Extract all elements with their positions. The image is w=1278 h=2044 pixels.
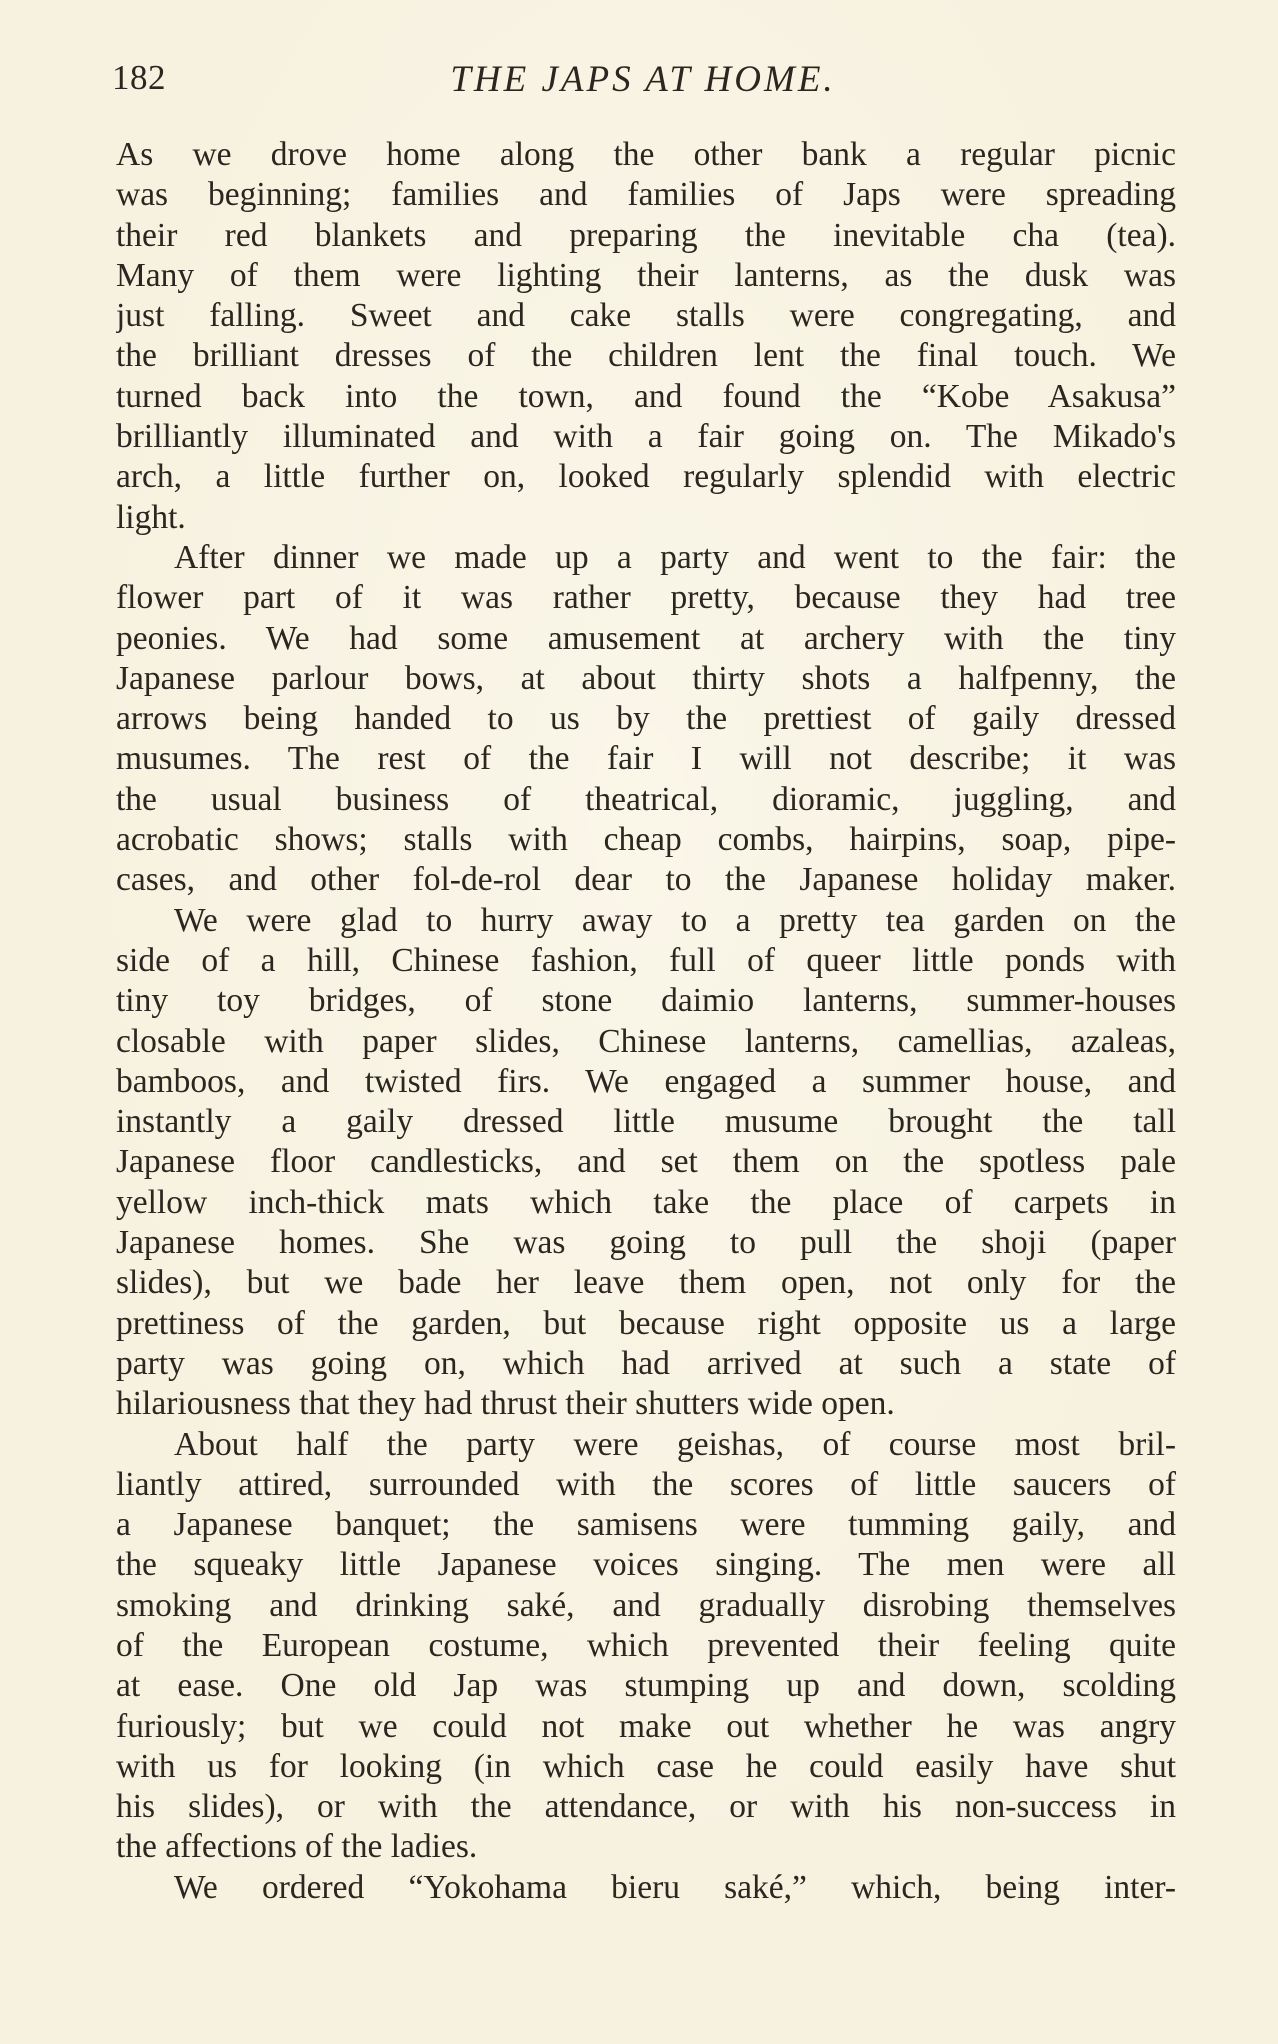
text-line: tiny toy bridges, of stone daimio lanterns, summer-houses xyxy=(116,982,1176,1020)
text-line: with us for looking (in which case he could easily have shut xyxy=(116,1747,1176,1785)
text-line: hilariousness that they had thrust their shutters wide open. xyxy=(116,1385,895,1423)
text-line: side of a hill, Chinese fashion, full of queer little ponds with xyxy=(116,941,1176,979)
text-line: their red blankets and preparing the inevitable cha (tea). xyxy=(116,216,1176,254)
text-line: musumes. The rest of the fair I will not describe; it was xyxy=(116,740,1176,778)
text-line: peonies. We had some amusement at archery with the tiny xyxy=(116,619,1176,657)
text-line: a Japanese banquet; the samisens were tumming gaily, and xyxy=(116,1506,1176,1544)
text-line: About half the party were geishas, of course most bril- xyxy=(174,1425,1176,1463)
text-line: After dinner we made up a party and went to the fair: the xyxy=(174,538,1176,576)
text-line: arch, a little further on, looked regularly splendid with electric xyxy=(116,458,1176,496)
text-line: prettiness of the garden, but because right opposite us a large xyxy=(116,1304,1176,1342)
running-head xyxy=(112,58,1174,108)
text-line: party was going on, which had arrived at such a state of xyxy=(116,1344,1176,1382)
text-line: We ordered “Yokohama bieru saké,” which, being inter- xyxy=(174,1868,1176,1906)
text-line: Many of them were lighting their lanterns, as the dusk was xyxy=(116,256,1176,294)
text-line: his slides), or with the attendance, or with his non-success in xyxy=(116,1788,1176,1826)
text-line: arrows being handed to us by the prettiest of gaily dressed xyxy=(116,700,1176,738)
text-line: furiously; but we could not make out whether he was angry xyxy=(116,1707,1176,1745)
running-title: THE JAPS AT HOME. xyxy=(450,59,836,100)
text-line: turned back into the town, and found the “Kobe Asakusa” xyxy=(116,377,1176,415)
text-line: instantly a gaily dressed little musume brought the tall xyxy=(116,1103,1176,1141)
text-line: slides), but we bade her leave them open, not only for the xyxy=(116,1264,1176,1302)
text-line: was beginning; families and families of Japs were spreading xyxy=(116,176,1176,214)
text-line: liantly attired, surrounded with the scores of little saucers of xyxy=(116,1465,1176,1503)
text-line: just falling. Sweet and cake stalls were congregating, and xyxy=(116,297,1176,335)
text-line: acrobatic shows; stalls with cheap combs, hairpins, soap, pipe- xyxy=(116,821,1176,859)
text-line: the affections of the ladies. xyxy=(116,1828,478,1866)
text-line: closable with paper slides, Chinese lanterns, camellias, azaleas, xyxy=(116,1022,1176,1060)
text-line: the brilliant dresses of the children lent the final touch. We xyxy=(116,337,1176,375)
page-number: 182 xyxy=(112,58,166,97)
text-line: smoking and drinking saké, and gradually disrobing themselves xyxy=(116,1586,1176,1624)
text-line: Japanese parlour bows, at about thirty shots a halfpenny, the xyxy=(116,659,1176,697)
text-line: light. xyxy=(116,498,186,536)
text-line: As we drove home along the other bank a regular picnic xyxy=(116,136,1176,173)
text-line: at ease. One old Jap was stumping up and down, scolding xyxy=(116,1667,1176,1705)
text-line: yellow inch-thick mats which take the place of carpets in xyxy=(116,1183,1176,1221)
text-line: bamboos, and twisted firs. We engaged a summer house, and xyxy=(116,1062,1176,1100)
text-line: flower part of it was rather pretty, because they had tree xyxy=(116,579,1176,617)
text-line: Japanese floor candlesticks, and set them on the spotless pale xyxy=(116,1143,1176,1181)
text-line: cases, and other fol-de-rol dear to the Japanese holiday maker. xyxy=(116,861,1176,899)
text-line: of the European costume, which prevented their feeling quite xyxy=(116,1626,1176,1664)
text-line: We were glad to hurry away to a pretty tea garden on the xyxy=(174,901,1176,939)
text-line: the usual business of theatrical, dioramic, juggling, and xyxy=(116,780,1176,818)
text-line: brilliantly illuminated and with a fair going on. The Mikado's xyxy=(116,418,1176,456)
text-line: Japanese homes. She was going to pull the shoji (paper xyxy=(116,1224,1176,1262)
text-line: the squeaky little Japanese voices singing. The men were all xyxy=(116,1546,1176,1584)
body-text xyxy=(116,135,1176,1908)
